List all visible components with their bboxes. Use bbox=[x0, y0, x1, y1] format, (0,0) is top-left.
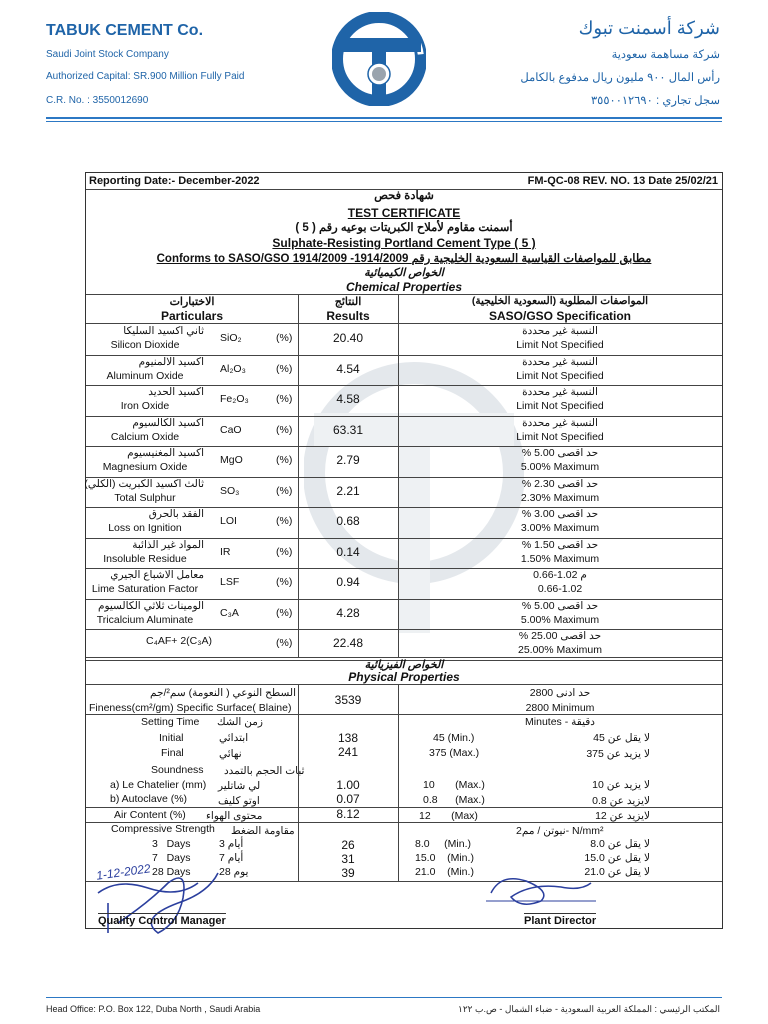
particular-formula: SO₃ bbox=[220, 484, 240, 497]
particular-unit: (%) bbox=[276, 393, 293, 405]
col-results-ar: النتائج bbox=[334, 296, 362, 308]
particular-name-en: Total Sulphur bbox=[114, 491, 176, 504]
air-content-en: Air Content (%) bbox=[114, 809, 186, 821]
physical-heading-ar: الخواص الفيزيائية bbox=[364, 659, 444, 671]
company-type-ar: شركة مساهمة سعودية bbox=[611, 49, 720, 61]
fineness-result: 3539 bbox=[334, 693, 362, 707]
col-particulars-ar: الاختبارات bbox=[169, 296, 215, 308]
rule-soundness bbox=[86, 807, 722, 808]
strength-day-ar: أيام 7 bbox=[219, 852, 244, 864]
particular-unit: (%) bbox=[276, 545, 293, 558]
initial-spec-ar: لا يقل عن 45 bbox=[593, 732, 650, 744]
autoclave-en: b) Autoclave (%) bbox=[110, 793, 188, 805]
strength-spec: 15.0 (Min.) bbox=[415, 852, 474, 864]
test-certificate bbox=[85, 172, 723, 929]
title-ar: شهادة فحص bbox=[374, 190, 434, 202]
particular-name-ar: ثالث اكسيد الكبريت (الكلي) bbox=[84, 477, 204, 490]
setting-unit: Minutes - دقيقة bbox=[525, 716, 595, 728]
fineness-ar: السطح النوعي ( النعومة) سم²/جم bbox=[150, 687, 296, 699]
particular-name-en: Aluminum Oxide bbox=[106, 369, 184, 382]
particular-result: 4.58 bbox=[336, 392, 360, 406]
autoclave-spec: 0.8 (Max.) bbox=[423, 794, 485, 806]
strength-day-ar: يوم 28 bbox=[219, 866, 249, 878]
strength-result: 31 bbox=[341, 852, 355, 866]
particular-name-en: Lime Saturation Factor bbox=[91, 583, 199, 595]
strength-day-en: 7 Days bbox=[152, 852, 191, 864]
particular-name-ar: اكسيد الحديد bbox=[148, 386, 204, 398]
air-content-result: 8.12 bbox=[336, 807, 360, 821]
spec-en: 5.00% Maximum bbox=[520, 461, 600, 473]
particular-name-ar: الفقد بالحرق bbox=[148, 508, 204, 520]
col-divider-phys-2 bbox=[398, 684, 399, 881]
title-en: TEST CERTIFICATE bbox=[347, 206, 461, 220]
soundness-ar: ثبات الحجم بالتمدد bbox=[224, 765, 305, 777]
particular-result: 20.40 bbox=[332, 331, 364, 345]
plant-director-signature bbox=[481, 863, 601, 913]
particular-formula: SiO₂ bbox=[220, 332, 242, 344]
particular-result: 0.94 bbox=[336, 575, 360, 589]
particular-name-en: Insoluble Residue bbox=[103, 552, 187, 565]
particular-name-ar: الومينات ثلاثي الكالسيوم bbox=[97, 599, 204, 612]
spec-ar: م 1.02-0.66 bbox=[533, 569, 587, 581]
company-cr-en: C.R. No. : 3550012690 bbox=[46, 95, 149, 106]
air-content-ar: محتوى الهواء bbox=[206, 810, 263, 822]
final-ar: نهائي bbox=[219, 748, 242, 760]
qc-manager-label: Quality Control Manager bbox=[98, 915, 226, 927]
spec-en: Limit Not Specified bbox=[516, 430, 604, 443]
strength-day-ar: أيام 3 bbox=[219, 838, 244, 850]
spec-ar: النسبة غير محددة bbox=[522, 416, 598, 429]
rule-fineness bbox=[86, 714, 722, 715]
spec-ar: النسبة غير محددة bbox=[522, 355, 598, 368]
final-spec-ar: لا يزيد عن 375 bbox=[586, 748, 650, 760]
company-capital-ar: رأس المال ٩٠٠ مليون ريال مدفوع بالكامل bbox=[520, 72, 720, 84]
autoclave-ar: اوتو كليف bbox=[218, 795, 260, 807]
le-chatelier-spec-ar: لا يزيد عن 10 bbox=[592, 779, 650, 791]
chemical-heading-en: Chemical Properties bbox=[345, 280, 463, 294]
strength-result: 26 bbox=[341, 838, 355, 852]
strength-spec-ar: لا يقل عن 15.0 bbox=[584, 852, 650, 864]
strength-result: 39 bbox=[341, 866, 355, 880]
cement-type-ar: أسمنت مقاوم لأملاح الكبريتات بوعيه رقم ( 5 ) bbox=[295, 222, 513, 234]
particular-result: 0.68 bbox=[336, 514, 360, 528]
particular-name-en: Iron Oxide bbox=[120, 400, 170, 412]
le-chatelier-en: a) Le Chatelier (mm) bbox=[110, 779, 207, 791]
rule-col-head bbox=[86, 323, 722, 324]
autoclave-result: 0.07 bbox=[336, 792, 360, 806]
setting-time-ar: زمن الشك bbox=[217, 716, 263, 728]
company-name-ar: شركة أسمنت تبوك bbox=[578, 18, 720, 38]
spec-en: Limit Not Specified bbox=[516, 400, 604, 412]
rule-phys-head bbox=[86, 684, 722, 685]
col-results-en: Results bbox=[326, 309, 370, 323]
footer-rule bbox=[46, 997, 722, 998]
autoclave-spec-ar: لايزيد عن 0.8 bbox=[592, 795, 650, 807]
spec-en: 0.66-1.02 bbox=[537, 583, 583, 595]
company-logo bbox=[332, 12, 426, 106]
compressive-strength-en: Compressive Strength bbox=[111, 823, 215, 835]
spec-en: 1.50% Maximum bbox=[520, 552, 600, 565]
particular-name-en: Magnesium Oxide bbox=[102, 461, 188, 473]
particular-result: 4.28 bbox=[336, 605, 360, 620]
particular-unit: (%) bbox=[276, 606, 293, 619]
spec-en: Limit Not Specified bbox=[516, 339, 604, 351]
particular-result: 4.54 bbox=[336, 361, 360, 376]
particular-formula: MgO bbox=[220, 454, 243, 466]
particular-unit: (%) bbox=[276, 515, 293, 527]
particular-name-ar: اكسيد المغنيسيوم bbox=[127, 447, 204, 459]
form-number: FM-QC-08 REV. NO. 13 Date 25/02/21 bbox=[527, 175, 718, 187]
particular-unit: (%) bbox=[276, 423, 293, 436]
strength-spec-ar: لا يقل عن 21.0 bbox=[584, 866, 650, 878]
le-chatelier-result: 1.00 bbox=[336, 778, 360, 792]
particular-result: 2.21 bbox=[336, 483, 360, 498]
air-content-spec: 12 (Max) bbox=[419, 810, 478, 822]
company-name-en: TABUK CEMENT Co. bbox=[46, 22, 204, 39]
strength-spec: 8.0 (Min.) bbox=[415, 838, 472, 850]
final-spec: 375 (Max.) bbox=[429, 747, 480, 759]
col-divider-1 bbox=[298, 294, 299, 658]
le-chatelier-ar: لي شاتلير bbox=[218, 780, 261, 792]
footer-address-ar: المكتب الرئيسي : المملكة العربية السعودية - ضباء الشمال - ص.ب ١٢٢ bbox=[457, 1004, 720, 1014]
spec-ar: حد اقصى 5.00 % bbox=[521, 599, 599, 612]
particular-name-ar: معامل الاشباع الجيري bbox=[110, 569, 204, 581]
qc-signature-date: 1-12-2022 bbox=[95, 861, 152, 883]
company-type-en: Saudi Joint Stock Company bbox=[46, 49, 169, 60]
particular-formula: C₄AF+ 2(C₃A) bbox=[146, 635, 213, 647]
particular-name-ar: اكسيد الالمنيوم bbox=[138, 355, 204, 368]
col-spec-en: SASO/GSO Specification bbox=[488, 309, 632, 323]
particular-name-ar: اكسيد الكالسيوم bbox=[132, 416, 204, 429]
particular-name-en: Silicon Dioxide bbox=[110, 339, 180, 351]
strength-day-en: 28 Days bbox=[152, 866, 191, 878]
compressive-strength-ar: مقاومة الضغط bbox=[231, 825, 295, 837]
particular-result: 2.79 bbox=[336, 453, 360, 467]
fineness-en: Fineness(cm²/gm) Specific Surface( Blaine) bbox=[89, 702, 292, 714]
particular-result: 63.31 bbox=[332, 422, 364, 437]
particular-name-ar: المواد غير الذائبة bbox=[132, 538, 204, 551]
particular-result: 22.48 bbox=[332, 636, 364, 650]
le-chatelier-spec: 10 (Max.) bbox=[423, 779, 485, 791]
header-rule-thin bbox=[46, 121, 722, 122]
header-rule bbox=[46, 117, 722, 119]
company-capital-en: Authorized Capital: SR.900 Million Fully Paid bbox=[46, 71, 245, 82]
spec-en: Limit Not Specified bbox=[516, 369, 604, 382]
spec-ar: النسبة غير محددة bbox=[522, 325, 598, 337]
soundness-en: Soundness bbox=[151, 764, 204, 776]
initial-ar: ابتدائي bbox=[219, 732, 249, 744]
particular-unit: (%) bbox=[276, 362, 293, 375]
particular-unit: (%) bbox=[276, 332, 293, 344]
col-divider-phys-1 bbox=[298, 684, 299, 881]
fineness-spec-en: 2800 Minimum bbox=[525, 702, 595, 714]
particular-formula: IR bbox=[220, 545, 231, 558]
particular-unit: (%) bbox=[276, 454, 293, 466]
compressive-unit: نيوتن / مم2- N/mm² bbox=[516, 825, 604, 837]
plant-director-label: Plant Director bbox=[524, 915, 597, 927]
spec-ar: حد اقصى 2.30 % bbox=[521, 477, 599, 490]
col-divider-2 bbox=[398, 294, 399, 658]
col-spec-ar: المواصفات المطلوبة (السعودية الخليجية) bbox=[471, 295, 649, 307]
initial-spec: 45 (Min.) bbox=[433, 732, 475, 744]
particular-result: 0.14 bbox=[336, 544, 360, 559]
setting-time-en: Setting Time bbox=[141, 716, 200, 728]
initial-en: Initial bbox=[159, 732, 184, 744]
spec-ar: حد اقصى 1.50 % bbox=[521, 538, 599, 551]
spec-en: 2.30% Maximum bbox=[520, 491, 600, 504]
particular-unit: (%) bbox=[276, 576, 293, 588]
strength-spec-ar: لا يقل عن 8.0 bbox=[590, 838, 650, 850]
particular-formula: LOI bbox=[220, 515, 237, 527]
spec-en: 25.00% Maximum bbox=[517, 644, 603, 656]
strength-spec: 21.0 (Min.) bbox=[415, 866, 474, 878]
spec-ar: النسبة غير محددة bbox=[522, 386, 598, 398]
spec-ar: حد اقصى 25.00 % bbox=[518, 630, 602, 642]
particular-formula: C₃A bbox=[220, 606, 239, 619]
footer-address-en: Head Office: P.O. Box 122, Duba North , Saudi Arabia bbox=[46, 1004, 261, 1014]
particular-unit: (%) bbox=[276, 484, 293, 497]
spec-ar: حد اقصى 5.00 % bbox=[521, 447, 599, 459]
final-en: Final bbox=[161, 747, 184, 759]
spec-en: 3.00% Maximum bbox=[520, 522, 600, 534]
particular-formula: Fe₂O₃ bbox=[220, 393, 249, 405]
particular-formula: Al₂O₃ bbox=[220, 362, 246, 375]
company-cr-ar: سجل تجاري : ٣٥٥٠٠١٢٦٩٠ bbox=[590, 95, 720, 107]
particular-name-en: Loss on Ignition bbox=[108, 522, 182, 534]
particular-name-en: Tricalcium Aluminate bbox=[96, 613, 194, 626]
particular-formula: LSF bbox=[220, 576, 240, 588]
final-result: 241 bbox=[337, 745, 359, 759]
initial-result: 138 bbox=[337, 731, 359, 745]
chemical-heading-ar: الخواص الكيميائية bbox=[364, 267, 444, 279]
physical-heading-en: Physical Properties bbox=[348, 670, 460, 684]
spec-ar: حد اقصى 3.00 % bbox=[521, 508, 599, 520]
col-particulars-en: Particulars bbox=[160, 309, 224, 323]
fineness-spec-ar: حد ادنى 2800 bbox=[529, 687, 591, 699]
particular-name-ar: ثاني اكسيد السليكا bbox=[123, 325, 204, 337]
conformity-statement: Conforms to SASO/GSO 1914/2009 -1914/2009 مطابق للمواصفات القياسية السعودية الخليجية رقم bbox=[156, 253, 652, 265]
strength-day-en: 3 Days bbox=[152, 838, 191, 850]
particular-formula: CaO bbox=[220, 423, 242, 436]
particular-name-en: Calcium Oxide bbox=[110, 430, 180, 443]
cement-type-en: Sulphate-Resisting Portland Cement Type ( 5 ) bbox=[272, 236, 536, 250]
reporting-date: Reporting Date:- December-2022 bbox=[89, 175, 260, 187]
air-content-spec-ar: لايزيد عن 12 bbox=[595, 810, 650, 822]
spec-en: 5.00% Maximum bbox=[520, 613, 600, 626]
particular-unit: (%) bbox=[276, 637, 293, 649]
